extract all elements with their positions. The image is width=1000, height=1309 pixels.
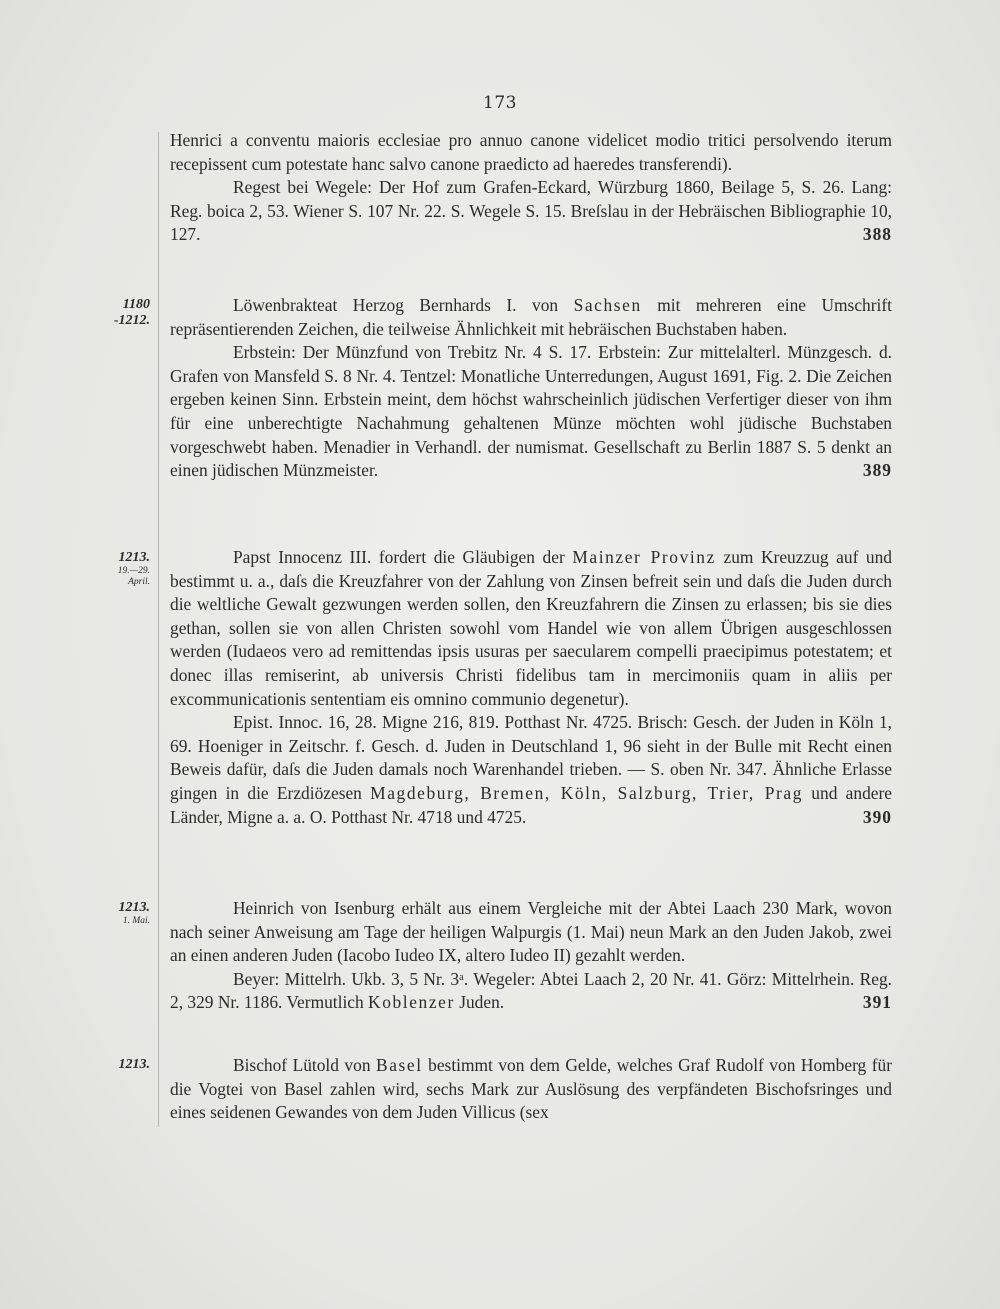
entry-number-391: 391 xyxy=(862,992,892,1013)
entry-390-text-a: Papst Innocenz III. fordert die Gläubigen der xyxy=(233,547,573,567)
entry-389-references xyxy=(170,341,892,483)
entry-number-388: 388 xyxy=(862,224,892,245)
entry-390-refs-a: Epist. Innoc. 16, 28. Migne 216, 819. Potthast Nr. 4725. Brisch: Gesch. der Juden in Köln 1, 69. Hoeniger in Zeitschr. f. Gesch. d. Juden in Deutschland 1, 96 sieht in der Bulle mit Recht einen Beweis dafür, daſs die Juden damals noch Warenhandel trieben. — S. oben Nr. 347. Ähnliche Erlasse gingen in die Erzdiözesen xyxy=(170,712,892,803)
entry-390-text-b: zum Kreuzzug auf und bestimmt u. a., daſs die Kreuzfahrer von der Zahlung von Zinsen befreit sein und daſs die Juden durch die weltliche Gewalt gezwungen werden sollen, den Kreuzfahrern die Zinsen zu erlassen; bis sie dies gethan, sollen sie von allen Christen sowohl vom Handel wie von allem Übrigen ausgeschlossen werden (Iudaeos vero ad remittendas ipsis usuras per saecularem compelli praecipimus potestatem; et donec illas remiserint, ab universis Christi fidelibus tam in mercimoniis quam in aliis per excommunicationis sententiam eis omnino communio degenetur). xyxy=(170,547,893,709)
entry-391-refs-a: Beyer: Mittelrh. Ukb. 3, 5 Nr. 3ᵃ. Wegeler: Abtei Laach 2, 20 Nr. 41. Görz: Mittelrhein. Reg. 2, 329 Nr. 1186. Vermutlich xyxy=(170,968,892,1013)
page-number: 173 xyxy=(483,93,517,113)
entry-388-text: Henrici a conventu maioris ecclesiae pro annuo canone videlicet modio tritici persolvendo iterum recepissent cum potestate hanc salvo canone praedicto ad haeredes transferendi). xyxy=(170,130,892,174)
entry-390-date xyxy=(82,550,150,588)
entry-392-text-a: Bischof Lütold von xyxy=(233,1055,377,1075)
margin-rule xyxy=(158,132,159,1127)
entry-391-text: Heinrich von Isenburg erhält aus einem Vergleiche mit der Abtei Laach 230 Mark, wovon nach seiner Anweisung am Tage der heiligen Walpurgis (1. Mai) neun Mark an den Juden Jakob, zwei an einen anderen Juden (Iacobo Iudeo IX, altero Iudeo II) gezahlt werden. xyxy=(170,898,892,966)
entry-391-refs-b: Juden. xyxy=(454,992,505,1013)
entry-390-references xyxy=(170,711,892,829)
entry-391-references xyxy=(170,968,892,1015)
entry-389-block xyxy=(170,294,892,483)
entry-389-text-spaced: Sachsen xyxy=(573,295,642,315)
entry-390-text xyxy=(170,546,892,711)
entry-392-date-main: 1213. xyxy=(118,1057,150,1072)
entry-392-text-spaced: Basel xyxy=(376,1055,423,1075)
entry-392-text-b: bestimmt von dem Gelde, welches Graf Rudolf von Homberg für die Vogtei von Basel zahlen wird, sechs Mark zur Auslösung des verpfändeten Bischofsringes und eines seidenen Gewandes von dem Juden Villicus (sex xyxy=(170,1055,893,1123)
entry-392-block xyxy=(170,1054,892,1125)
entry-391-block xyxy=(170,897,892,1015)
entry-390-text-spaced: Mainzer Provinz xyxy=(572,547,716,567)
entry-388-block xyxy=(170,129,892,247)
entry-390-refs-b: und andere Länder, Migne a. a. O. Potthast Nr. 4718 und 4725. xyxy=(170,782,892,827)
entry-389-date xyxy=(82,297,150,329)
entry-392-date xyxy=(82,1057,150,1073)
entry-390-refs-spaced: Magdeburg, Bremen, Köln, Salzburg, Trier, Prag xyxy=(370,782,804,803)
entry-389-refs-text: Erbstein: Der Münzfund von Trebitz Nr. 4 S. 17. Erbstein: Zur mittelalterl. Münzgesch. d. Grafen von Mansfeld S. 8 Nr. 4. Tentzel: Monatliche Unterredungen, August 1691, Fig. 2. Die Zeichen ergeben keinen Sinn. Erbstein meint, dem höchst wahrscheinlich jüdischen Verfertiger dieser von ihm für eine unberechtigte Nachahmung gehaltenen Münze möchten wohl jüdische Buchstaben vorgeschwebt haben. Menadier in Verhandl. der numismat. Gesellschaft zu Berlin 1887 S. 5 denkt an einen jüdischen Münzmeister. xyxy=(170,342,892,481)
entry-number-389: 389 xyxy=(862,460,892,481)
entry-389-text-b: mit mehreren eine Umschrift repräsentierenden Zeichen, die teilweise Ähnlichkeit mit hebräischen Buchstaben haben. xyxy=(170,295,892,339)
entry-389-date-main: 1180 xyxy=(122,297,150,312)
entry-390-date-sub2: April. xyxy=(128,577,150,587)
entry-number-390: 390 xyxy=(862,806,892,827)
entry-389-date-sub: -1212. xyxy=(113,313,150,328)
entry-389-text-a: Löwenbrakteat Herzog Bernhards I. von xyxy=(233,295,574,315)
entry-390-block xyxy=(170,546,892,829)
entry-388-refs-text: Regest bei Wegele: Der Hof zum Grafen-Eckard, Würzburg 1860, Beilage 5, S. 26. Lang: Reg. boica 2, 53. Wiener S. 107 Nr. 22. S. Wegele S. 15. Breſslau in der Hebräischen Bibliographie 10, 127. xyxy=(170,177,892,245)
entry-391-date-main: 1213. xyxy=(118,900,150,915)
entry-391-refs-spaced: Koblenzer xyxy=(368,992,455,1013)
entry-388-references xyxy=(170,176,892,247)
entry-389-text xyxy=(170,294,892,341)
entry-390-date-sub1: 19.—29. xyxy=(117,566,150,576)
entry-392-text xyxy=(170,1054,892,1125)
entry-391-date xyxy=(82,900,150,927)
entry-391-date-sub: 1. Mai. xyxy=(122,916,150,926)
entry-390-date-main: 1213. xyxy=(118,550,150,565)
